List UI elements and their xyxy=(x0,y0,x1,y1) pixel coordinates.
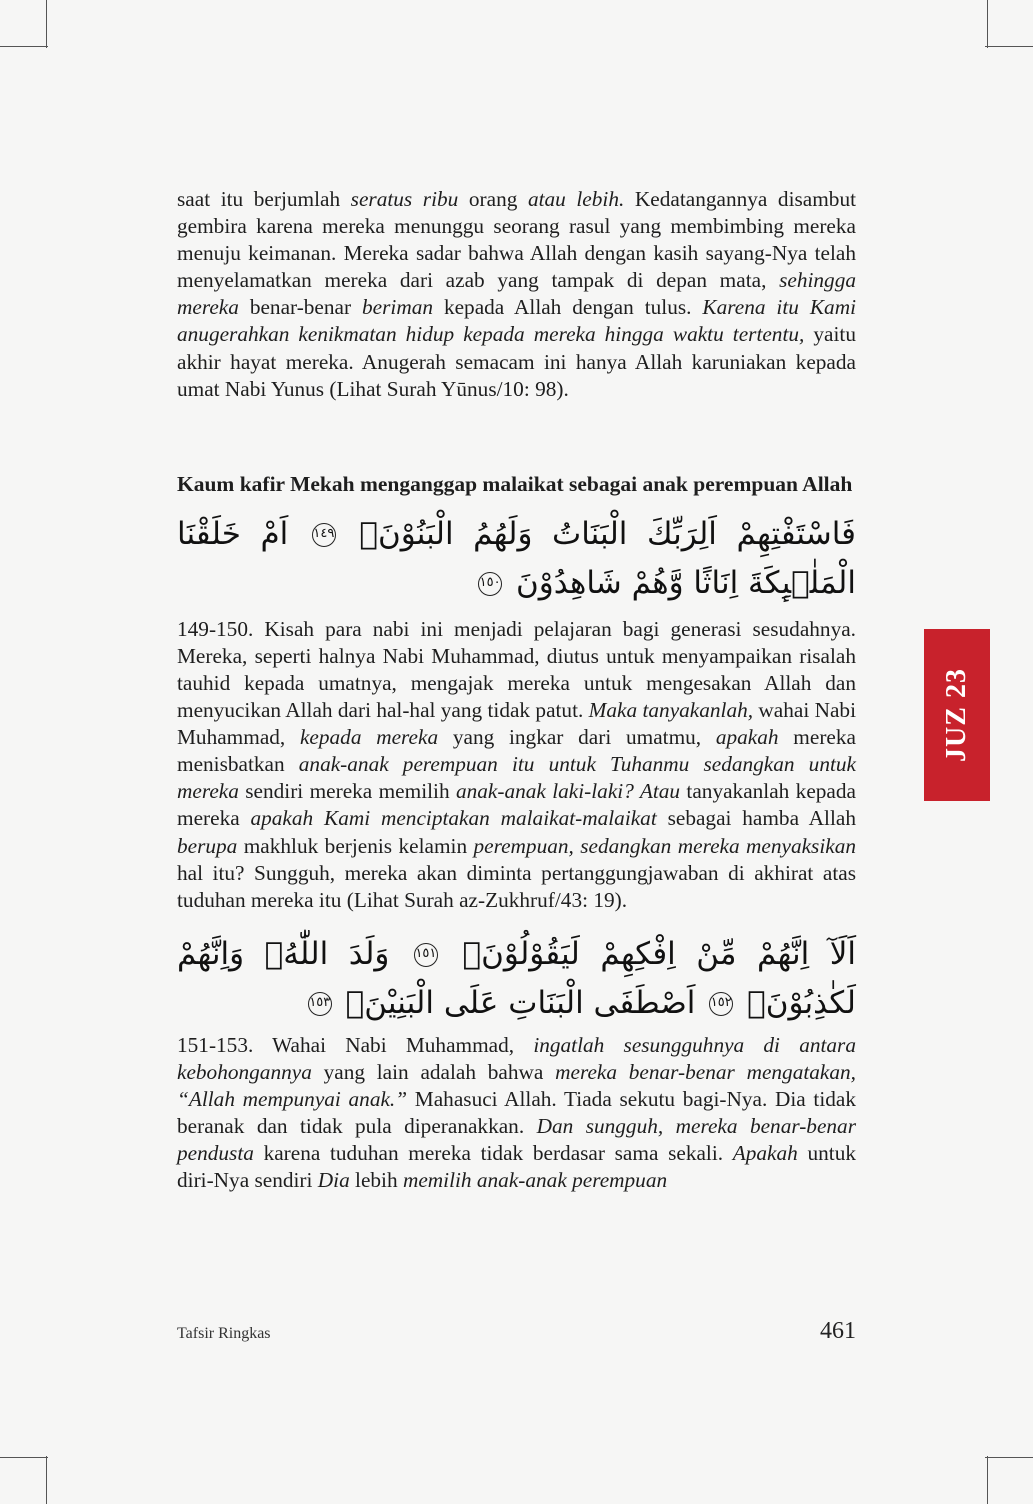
text-run: tanyakanlah kepada mereka xyxy=(177,779,856,831)
italic-run: mereka benar-benar mengatakan, “Allah mempunyai anak.” xyxy=(177,1059,856,1111)
arabic-text: اَلَآ اِنَّهُمْ مِّنْ اِفْكِهِمْ لَيَقُوْلُوْنَۙ xyxy=(462,935,857,972)
text-run: yaitu akhir hayat mereka. Anugerah semacam ini hanya Allah karuniakan kepada umat Nabi Yunus (Lihat Surah Yūnus/10: 98). xyxy=(177,322,856,401)
text-run: mereka menisbatkan xyxy=(177,725,856,777)
text-run: sendiri mereka memilih xyxy=(238,779,456,804)
text-run: yang lain adalah bahwa xyxy=(311,1059,556,1084)
crop-mark xyxy=(985,46,1033,47)
italic-run: kepada mereka xyxy=(299,725,439,750)
crop-mark xyxy=(0,1457,48,1458)
text-run: 151-153. Wahai Nabi Muhammad, xyxy=(177,1032,534,1057)
text-run: wahai Nabi Muhammad, xyxy=(177,698,856,750)
italic-run: apakah xyxy=(715,725,779,750)
italic-run: seratus ribu xyxy=(350,187,459,211)
italic-run: beriman xyxy=(362,295,434,320)
crop-mark xyxy=(46,0,47,48)
italic-run: apakah Kami menciptakan malaikat-malaikat xyxy=(250,806,657,831)
arabic-verse-151-153 xyxy=(177,930,856,1028)
text-run: kepada Allah dengan tulus. xyxy=(433,295,703,320)
italic-run: atau lebih. xyxy=(527,187,625,211)
italic-run: Karena itu Kami anugerahkan kenikmatan hidup kepada mereka hingga waktu tertentu, xyxy=(177,295,856,347)
text-run: Mahasuci Allah. Tiada sekutu bagi-Nya. Dia tidak beranak dan tidak pula diperanakkan. xyxy=(177,1086,857,1139)
intro-paragraph xyxy=(177,186,856,403)
crop-mark xyxy=(0,46,48,47)
crop-mark xyxy=(985,1457,1033,1458)
text-run: Kedatangannya disambut gembira karena mereka menunggu seorang rasul yang membimbing mereka menuju keimanan. Mereka sadar bahwa Allah dengan kasih sayang-Nya telah menyelamatkan mereka dari azab yang tampak di depan mata, xyxy=(177,187,857,293)
italic-run: anak-anak perempuan itu untuk Tuhanmu sedangkan untuk mereka xyxy=(177,752,856,804)
arabic-verse-149-150 xyxy=(177,510,856,608)
text-run: orang xyxy=(458,187,528,211)
juz-label: JUZ 23 xyxy=(941,668,972,762)
arabic-text: اَمْ خَلَقْنَا الْمَلٰۤىِٕكَةَ اِنَاثًا وَّهُمْ شَاهِدُوْنَ xyxy=(177,515,856,601)
italic-run: ingatlah sesungguhnya di antara kebohongannya xyxy=(177,1032,856,1084)
italic-run: Dan sungguh, mereka benar-benar pendusta xyxy=(177,1114,856,1166)
section-heading: Kaum kafir Mekah menganggap malaikat sebagai anak perempuan Allah xyxy=(177,471,853,496)
juz-tab xyxy=(924,629,990,801)
tafsir-paragraph-151-153 xyxy=(177,1032,856,1195)
italic-run: Apakah xyxy=(732,1141,798,1166)
italic-run: anak-anak laki-laki? Atau xyxy=(455,779,681,804)
text-run: 149-150. Kisah para nabi ini menjadi pelajaran bagi generasi sesudahnya. Mereka, seperti halnya Nabi Muhammad, diutus untuk menyampaikan risalah tauhid kepada umatnya, mengajak mereka untuk mengesakan Allah dan menyucikan Allah dari hal-hal yang tidak patut. xyxy=(177,616,856,723)
text-run: sebagai hamba Allah xyxy=(656,806,856,831)
text-run: karena tuduhan mereka tidak berdasar sama sekali. xyxy=(253,1141,733,1166)
arabic-text: وَلَدَ اللّٰهُۙ وَاِنَّهُمْ لَكٰذِبُوْنَۙ xyxy=(177,935,856,1021)
text-run: makhluk berjenis kelamin xyxy=(237,833,474,858)
crop-mark xyxy=(987,0,988,48)
italic-run: Maka tanyakanlah, xyxy=(588,698,754,723)
ayah-number-marker: ١٥٠ xyxy=(478,572,502,596)
text-run: lebih xyxy=(349,1168,403,1193)
crop-mark xyxy=(987,1456,988,1504)
ayah-number-marker: ١٥١ xyxy=(414,943,438,967)
arabic-text: فَاسْتَفْتِهِمْ اَلِرَبِّكَ الْبَنَاتُ وَلَهُمُ الْبَنُوْنَۚ xyxy=(359,515,856,552)
page-number: 461 xyxy=(820,1318,856,1344)
italic-run: perempuan, sedangkan mereka menyaksikan xyxy=(473,833,857,858)
italic-run: berupa xyxy=(177,833,238,858)
text-run: untuk diri-Nya sendiri xyxy=(177,1141,856,1193)
arabic-text: اَصْطَفَى الْبَنَاتِ عَلَى الْبَنِيْنَۗ xyxy=(345,984,696,1021)
ayah-number-marker: ١٤٩ xyxy=(312,523,336,547)
italic-run: sehingga mereka xyxy=(177,268,856,320)
page-content xyxy=(177,186,856,1194)
text-run: hal itu? Sungguh, mereka akan diminta pertanggungjawaban di akhirat atas tuduhan mereka itu (Lihat Surah az-Zukhruf/43: 19). xyxy=(177,860,856,912)
text-run: saat itu berjumlah xyxy=(177,187,351,211)
text-run: benar-benar xyxy=(238,295,363,320)
italic-run: memilih anak-anak perempuan xyxy=(402,1168,668,1193)
italic-run: Dia xyxy=(317,1168,350,1193)
text-run: yang ingkar dari umatmu, xyxy=(438,725,716,750)
footer-book-title: Tafsir Ringkas xyxy=(177,1325,271,1342)
ayah-number-marker: ١٥٣ xyxy=(308,992,332,1016)
ayah-number-marker: ١٥٢ xyxy=(709,992,733,1016)
tafsir-paragraph-149-150 xyxy=(177,616,856,914)
crop-mark xyxy=(46,1456,47,1504)
